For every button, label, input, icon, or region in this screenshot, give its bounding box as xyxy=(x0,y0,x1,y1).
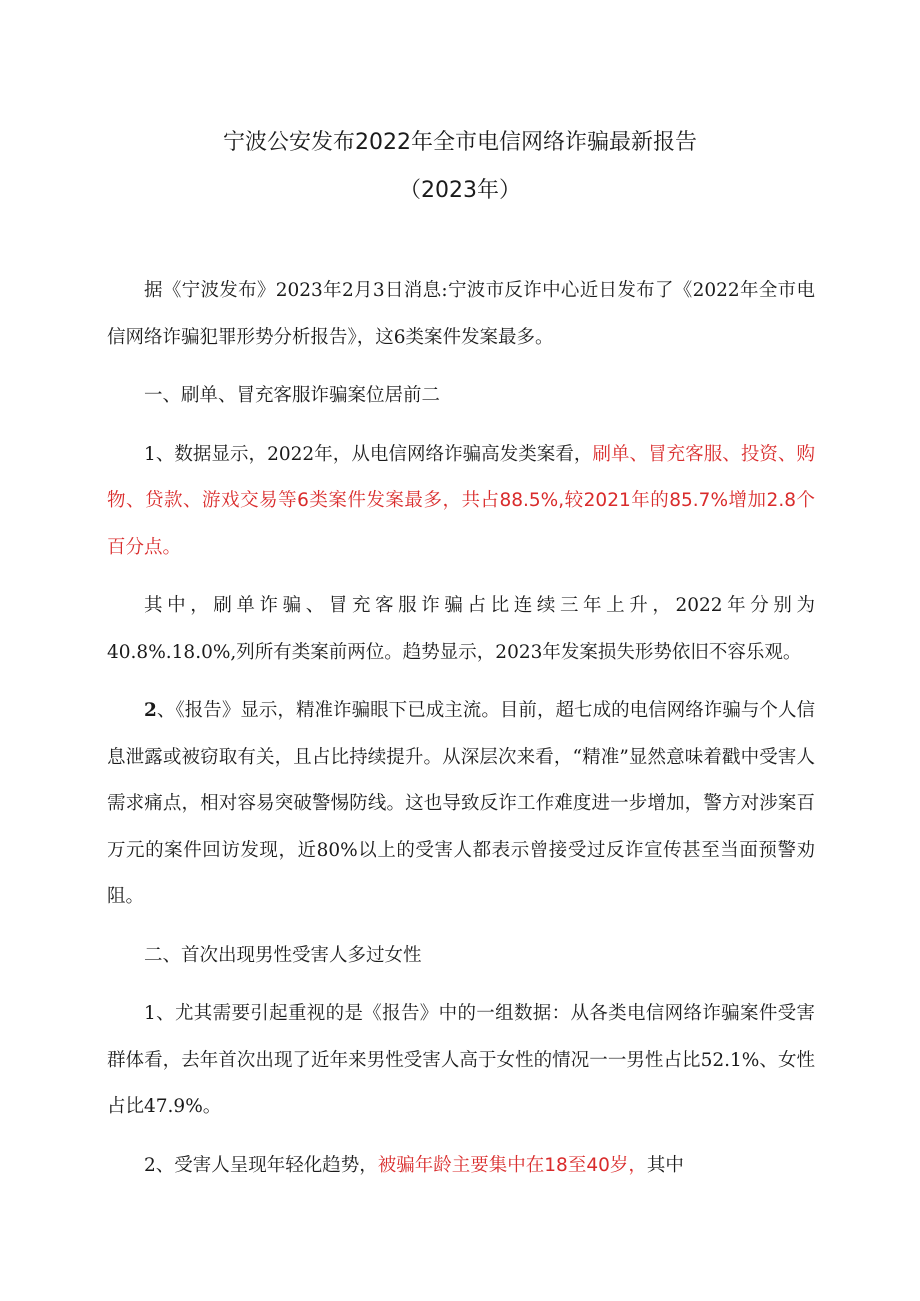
paragraph-data-shows xyxy=(107,432,815,572)
paragraph-text: 2、受害人呈现年轻化趋势， xyxy=(144,1154,378,1176)
document-body xyxy=(107,268,815,1201)
highlight-text: 被骗年龄主要集中在18至40岁， xyxy=(377,1154,647,1176)
paragraph-trend: 其中，刷单诈骗、冒充客服诈骗占比连续三年上升，2022年分别为40.8%.18.0%,列所有类案前两位。趋势显示，2023年发案损失形势依旧不容乐观。 xyxy=(107,595,815,663)
highlight-text: 刷单、冒充客服、投资、购物、贷款、游戏交易等6类案件发案最多，共占88.5%,较2021年的85.7%增加2.8个百分点。 xyxy=(107,443,815,558)
section-heading-2: 二、首次出现男性受害人多过女性 xyxy=(144,944,422,966)
paragraph-text: 1、数据显示，2022年，从电信网络诈骗高发类案看， xyxy=(144,443,593,465)
item-number: 2 xyxy=(144,700,157,721)
paragraph-gender-data: 1、尤其需要引起重视的是《报告》中的一组数据：从各类电信网络诈骗案件受害群体看，去年首次出现了近年来男性受害人高于女性的情况一一男性占比52.1%、女性占比47.9%。 xyxy=(107,1003,815,1117)
intro-paragraph: 据《宁波发布》2023年2月3日消息:宁波市反诈中心近日发布了《2022年全市电信网络诈骗犯罪形势分析报告》，这6类案件发案最多。 xyxy=(107,280,815,348)
paragraph-text: 、《报告》显示，精准诈骗眼下已成主流。目前，超七成的电信网络诈骗与个人信息泄露或被窃取有关，且占比持续提升。从深层次来看，“精准”显然意味着戳中受害人需求痛点，相对容易突破警惕防线。这也导致反诈工作难度进一步增加，警方对涉案百万元的案件回访发现，近80%以上的受害人都表示曾接受过反诈宣传甚至当面预警劝阻。 xyxy=(107,700,815,907)
report-year: （2023年） xyxy=(399,178,521,203)
paragraph-text: 其中 xyxy=(646,1154,684,1176)
paragraph-age-trend xyxy=(107,1143,815,1190)
report-title: 宁波公安发布2022年全市电信网络诈骗最新报告 xyxy=(223,130,697,155)
section-heading-1: 一、刷单、冒充客服诈骗案位居前二 xyxy=(144,385,441,406)
paragraph-precision-fraud xyxy=(107,688,815,921)
